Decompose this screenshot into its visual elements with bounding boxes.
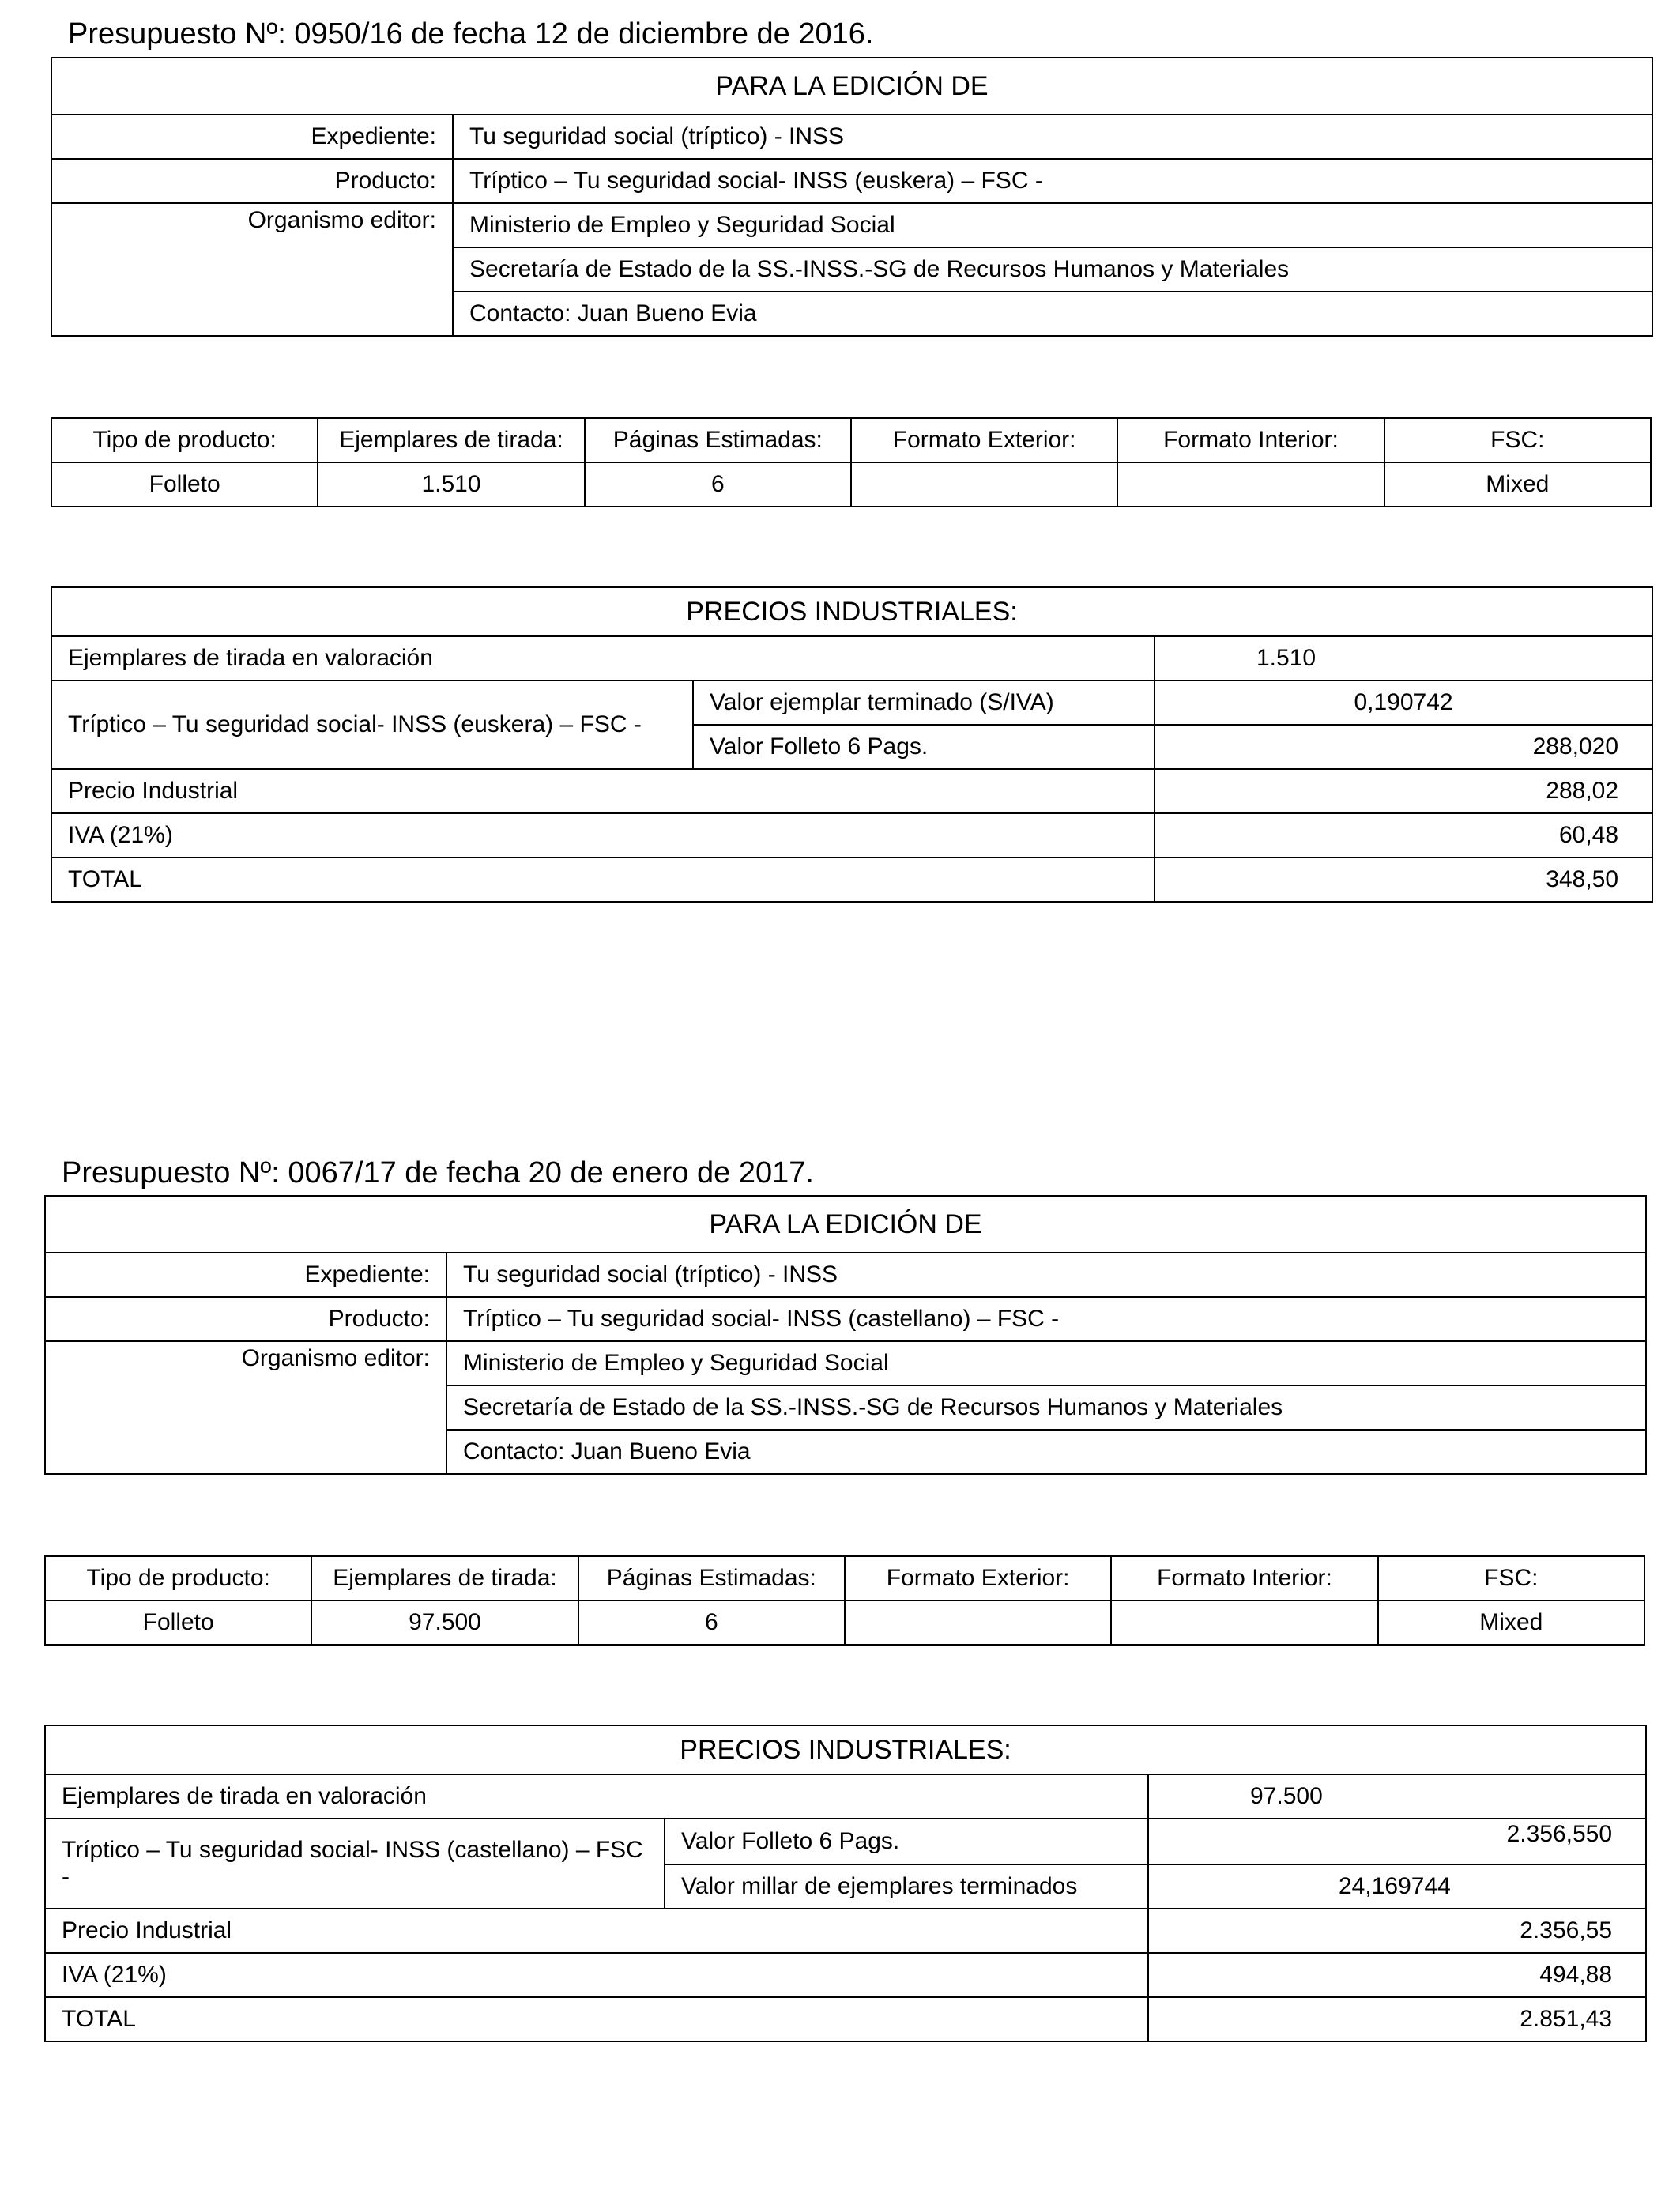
expediente-value: Tu seguridad social (tríptico) - INSS xyxy=(446,1253,1646,1297)
prices-table-2 xyxy=(44,1725,1645,2042)
producto-label: Producto: xyxy=(51,159,453,203)
expediente-label: Expediente: xyxy=(45,1253,446,1297)
sub2-label: Valor Folleto 6 Pags. xyxy=(693,725,1155,769)
spec-value: 6 xyxy=(578,1600,845,1645)
spec-value: Mixed xyxy=(1378,1600,1644,1645)
iva-value: 60,48 xyxy=(1155,813,1652,858)
spec-header: Formato Interior: xyxy=(1111,1556,1377,1600)
organismo-line: Contacto: Juan Bueno Evia xyxy=(453,292,1652,336)
organismo-line: Secretaría de Estado de la SS.-INSS.-SG de Recursos Humanos y Materiales xyxy=(453,247,1652,292)
spec-value: 6 xyxy=(585,462,851,507)
organismo-line: Ministerio de Empleo y Seguridad Social xyxy=(453,203,1652,247)
prices-table-1 xyxy=(51,586,1652,903)
total-label: TOTAL xyxy=(51,858,1155,902)
spec-value: Folleto xyxy=(51,462,318,507)
spec-value: 1.510 xyxy=(318,462,584,507)
product-label: Tríptico – Tu seguridad social- INSS (castellano) – FSC - xyxy=(45,1819,665,1909)
total-label: TOTAL xyxy=(45,1997,1148,2041)
sub1-label: Valor Folleto 6 Pags. xyxy=(665,1819,1148,1864)
prices-header: PRECIOS INDUSTRIALES: xyxy=(51,587,1652,636)
total-value: 348,50 xyxy=(1155,858,1652,902)
total-value: 2.851,43 xyxy=(1148,1997,1646,2041)
prices-header: PRECIOS INDUSTRIALES: xyxy=(45,1725,1646,1774)
industrial-value: 288,02 xyxy=(1155,769,1652,813)
spec-value xyxy=(1111,1600,1377,1645)
ejemplares-label: Ejemplares de tirada en valoración xyxy=(45,1774,1148,1819)
sub1-value: 0,190742 xyxy=(1155,680,1652,725)
organismo-label: Organismo editor: xyxy=(45,1341,446,1474)
expediente-label: Expediente: xyxy=(51,115,453,159)
edition-header: PARA LA EDICIÓN DE xyxy=(45,1196,1646,1253)
budget-2 xyxy=(44,1150,1645,1196)
spec-value xyxy=(1117,462,1384,507)
iva-value: 494,88 xyxy=(1148,1953,1646,1997)
spec-header: FSC: xyxy=(1378,1556,1644,1600)
spec-header: Ejemplares de tirada: xyxy=(311,1556,578,1600)
industrial-label: Precio Industrial xyxy=(51,769,1155,813)
specs-table-1 xyxy=(51,417,1652,507)
producto-value: Tríptico – Tu seguridad social- INSS (castellano) – FSC - xyxy=(446,1297,1646,1341)
ejemplares-value: 1.510 xyxy=(1155,636,1652,680)
sub1-value: 2.356,550 xyxy=(1148,1819,1646,1864)
producto-value: Tríptico – Tu seguridad social- INSS (euskera) – FSC - xyxy=(453,159,1652,203)
iva-label: IVA (21%) xyxy=(51,813,1155,858)
ejemplares-label: Ejemplares de tirada en valoración xyxy=(51,636,1155,680)
spec-value: 97.500 xyxy=(311,1600,578,1645)
ejemplares-value: 97.500 xyxy=(1148,1774,1646,1819)
organismo-line: Ministerio de Empleo y Seguridad Social xyxy=(446,1341,1646,1385)
specs-table-2 xyxy=(44,1555,1645,1646)
organismo-line: Secretaría de Estado de la SS.-INSS.-SG de Recursos Humanos y Materiales xyxy=(446,1385,1646,1430)
budget-1 xyxy=(51,11,1652,57)
organismo-label: Organismo editor: xyxy=(51,203,453,336)
budget-title: Presupuesto Nº: 0950/16 de fecha 12 de diciembre de 2016. xyxy=(68,17,874,51)
spec-header: Páginas Estimadas: xyxy=(585,418,851,462)
spec-header: FSC: xyxy=(1384,418,1651,462)
edition-table-1 xyxy=(51,57,1652,337)
sub2-value: 24,169744 xyxy=(1148,1864,1646,1909)
product-label: Tríptico – Tu seguridad social- INSS (euskera) – FSC - xyxy=(51,680,693,769)
iva-label: IVA (21%) xyxy=(45,1953,1148,1997)
edition-table-2 xyxy=(44,1195,1645,1475)
spec-header: Tipo de producto: xyxy=(51,418,318,462)
sub1-label: Valor ejemplar terminado (S/IVA) xyxy=(693,680,1155,725)
spec-value: Folleto xyxy=(45,1600,311,1645)
spec-header: Tipo de producto: xyxy=(45,1556,311,1600)
organismo-line: Contacto: Juan Bueno Evia xyxy=(446,1430,1646,1474)
spec-header: Páginas Estimadas: xyxy=(578,1556,845,1600)
spec-header: Formato Exterior: xyxy=(845,1556,1111,1600)
industrial-label: Precio Industrial xyxy=(45,1909,1148,1953)
edition-header: PARA LA EDICIÓN DE xyxy=(51,58,1652,115)
spec-value xyxy=(845,1600,1111,1645)
budget-title: Presupuesto Nº: 0067/17 de fecha 20 de enero de 2017. xyxy=(62,1156,814,1189)
industrial-value: 2.356,55 xyxy=(1148,1909,1646,1953)
spec-value: Mixed xyxy=(1384,462,1651,507)
spec-header: Formato Interior: xyxy=(1117,418,1384,462)
spec-header: Formato Exterior: xyxy=(851,418,1117,462)
sub2-value: 288,020 xyxy=(1155,725,1652,769)
spec-value xyxy=(851,462,1117,507)
sub2-label: Valor millar de ejemplares terminados xyxy=(665,1864,1148,1909)
expediente-value: Tu seguridad social (tríptico) - INSS xyxy=(453,115,1652,159)
spec-header: Ejemplares de tirada: xyxy=(318,418,584,462)
producto-label: Producto: xyxy=(45,1297,446,1341)
